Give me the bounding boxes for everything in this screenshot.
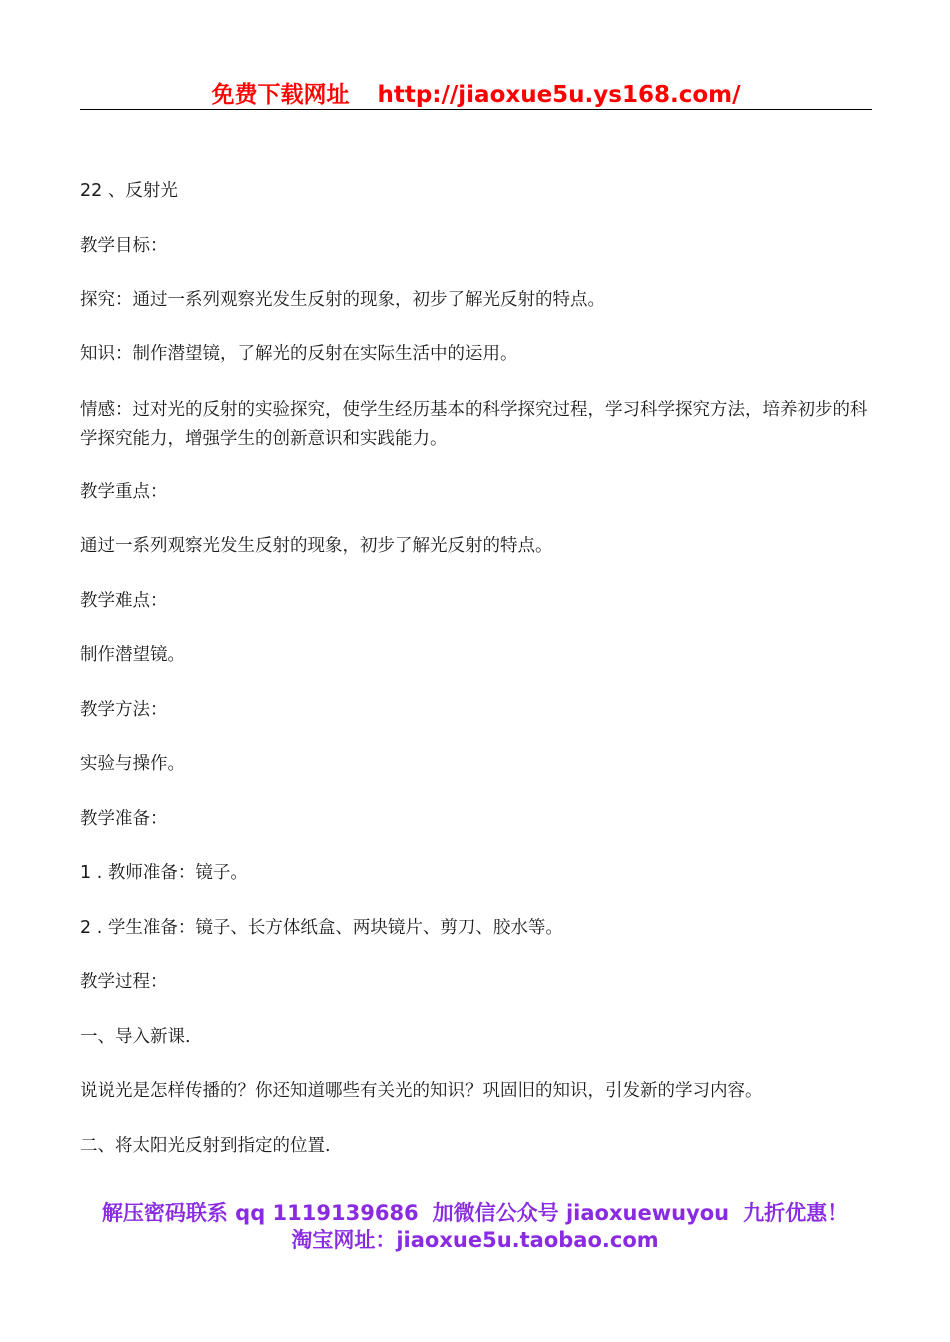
method-text: 实验与操作。 (80, 754, 185, 774)
footer-taobao-link[interactable]: 淘宝网址：jiaoxue5u.taobao.com (291, 1228, 659, 1252)
page-header (80, 76, 872, 110)
method-heading: 教学方法： (80, 700, 168, 720)
difficulty-text: 制作潜望镜。 (80, 645, 185, 665)
prep-item-number: 2 (80, 918, 92, 938)
step-1-text: 说说光是怎样传播的？你还知道哪些有关光的知识？巩固旧的知识，引发新的学习内容。 (80, 1081, 763, 1101)
objective-explore: 探究：通过一系列观察光发生反射的现象，初步了解光反射的特点。 (80, 290, 605, 310)
header-label: 免费下载网址 (211, 82, 350, 108)
step-2-heading: 二、将太阳光反射到指定的位置. (80, 1136, 331, 1156)
step-1-heading: 一、导入新课. (80, 1027, 191, 1047)
prep-heading: 教学准备： (80, 809, 168, 829)
prep-item-student: 2 . 学生准备：镜子、长方体纸盒、两块镜片、剪刀、胶水等。 (80, 918, 563, 938)
prep-item-text: 学生准备：镜子、长方体纸盒、两块镜片、剪刀、胶水等。 (107, 918, 563, 938)
footer-discount-text: 九折优惠！ (743, 1201, 849, 1225)
process-heading: 教学过程： (80, 972, 168, 992)
key-point-text: 通过一系列观察光发生反射的现象，初步了解光反射的特点。 (80, 536, 553, 556)
prep-item-number: 1 (80, 863, 92, 883)
objectives-heading: 教学目标： (80, 236, 168, 256)
footer-contact-line (0, 1197, 950, 1227)
lesson-title-text: 反射光 (125, 181, 178, 201)
objective-emotion: 情感：过对光的反射的实验探究，使学生经历基本的科学探究过程，学习科学探究方法，培养初步的科学探究能力，增强学生的创新意识和实践能力。 (80, 400, 868, 449)
key-point-heading: 教学重点： (80, 482, 168, 502)
lesson-number: 22 (80, 181, 103, 201)
header-url-link[interactable]: http://jiaoxue5u.ys168.com/ (377, 82, 741, 108)
prep-item-teacher: 1 . 教师准备：镜子。 (80, 863, 248, 883)
lesson-title-separator: 、 (107, 181, 126, 201)
lesson-title (80, 178, 178, 205)
objective-knowledge: 知识：制作潜望镜，了解光的反射在实际生活中的运用。 (80, 344, 518, 364)
footer-wechat-text: 加微信公众号 jiaoxuewuyou (432, 1201, 730, 1225)
footer-password-text: 解压密码联系 qq 1119139686 (101, 1201, 419, 1225)
difficulty-heading: 教学难点： (80, 591, 168, 611)
prep-item-text: 教师准备：镜子。 (107, 863, 248, 883)
